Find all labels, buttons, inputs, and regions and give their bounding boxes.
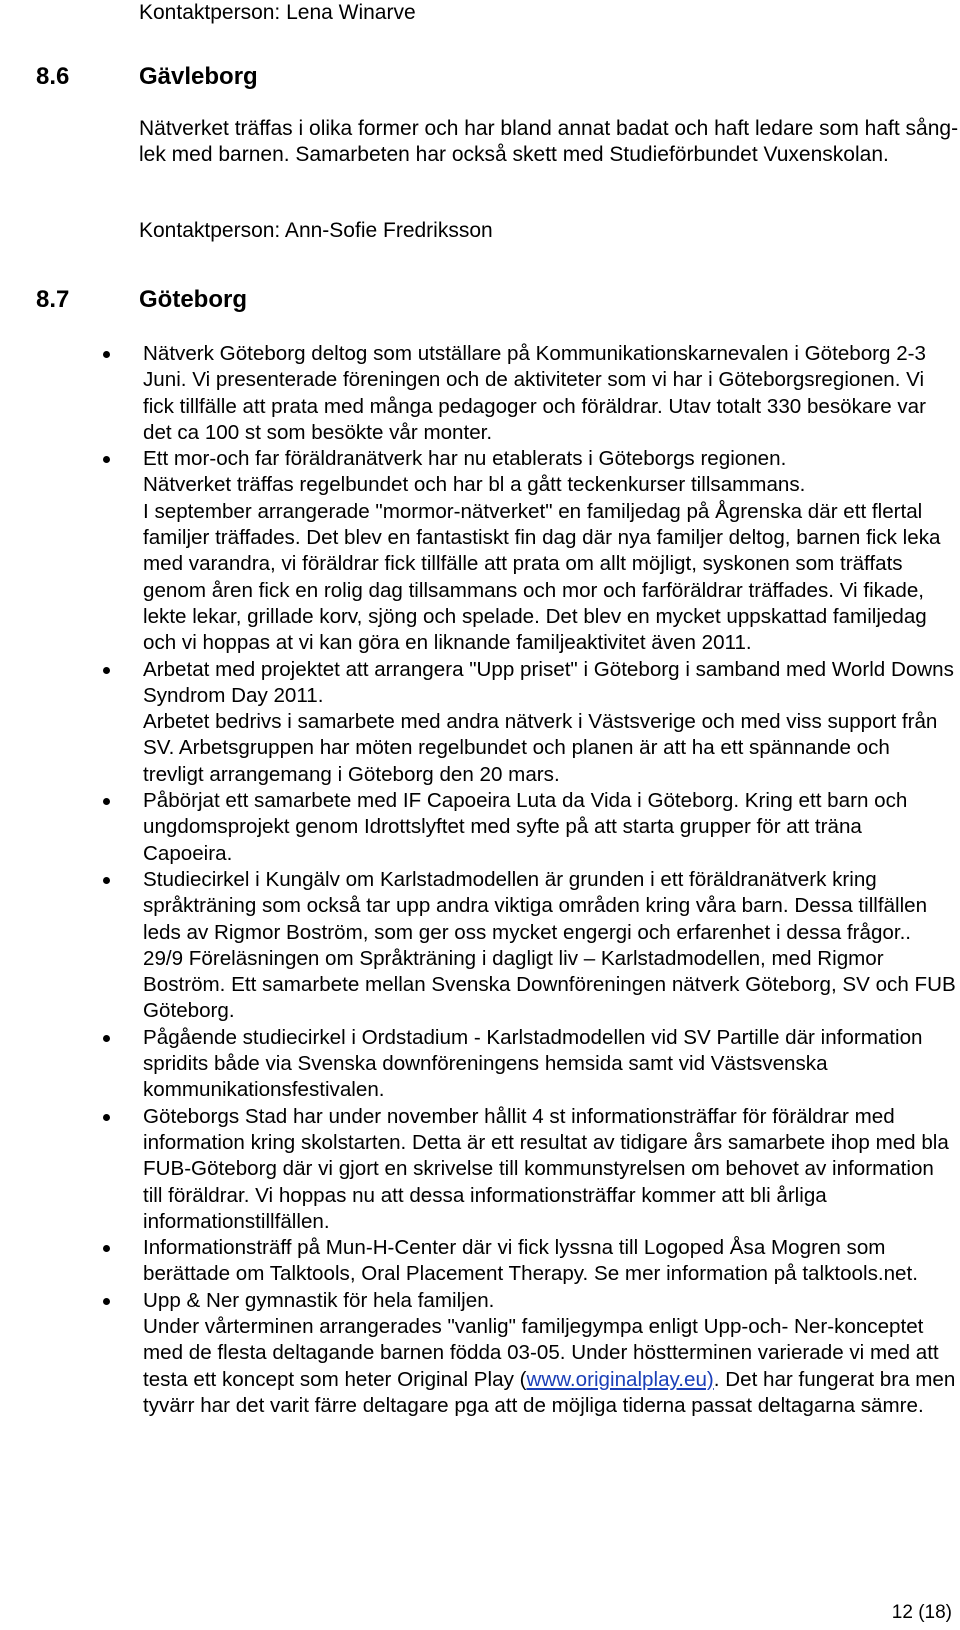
goteborg-bullet-list [0,341,960,1419]
list-item [0,1104,960,1235]
list-item-text: Nätverket träffas regelbundet och har bl a gått teckenkurser tillsammans. [143,473,806,497]
list-item [0,1025,960,1104]
list-item-text: Ett mor-och far föräldranätverk har nu etablerats i Göteborgs regionen. [143,447,787,471]
bullet-icon [103,877,110,884]
list-item [0,1288,960,1419]
bullet-icon [103,1035,110,1042]
gymnastics-text-end: . Det har fungerat bra men tyvärr har det varit färre deltagare pga att de möjliga tiderna passat deltagarna sämre. [143,1367,956,1417]
list-item [0,788,960,867]
list-item [0,657,960,788]
list-item-text: I september arrangerade "mormor-nätverket" en familjedag på Ågrenska där ett flertal familjer träffades. Det blev en fantastiskt fin dag där nya familjer deltog, barnen fick leka med varandra, vi föräldrar fick tillfälle att prata om allt möjligt, syskonen som träffats genom åren fick en rolig dag tillsammans och mor och farföräldrar träffades. Vi fikade, lekte lekar, grillade korv, sjöng och spelade. Det blev en mycket uppskattad familjedag och vi hoppas at vi kan göra en liknande familjeaktivitet även 2011. [143,499,941,655]
list-item-text: Studiecirkel i Kungälv om Karlstadmodellen är grunden i ett föräldranätverk kring språkträning som också tar upp andra viktiga områden kring våra barn. Dessa tillfällen leds av Rigmor Boström, som ger oss mycket engergi och erfarenhet i dessa frågor.. 29/9 Föreläsningen om Språkträning i dagligt liv – Karlstadmodellen, med Rigmor Boström. Ett samarbete mellan Svenska Downföreningen nätverk Göteborg, SV och FUB Göteborg. [143,867,956,1023]
list-item-text: Nätverk Göteborg deltog som utställare på Kommunikationskarnevalen i Göteborg 2-3 Juni. Vi presenterade föreningen och de aktiviteter som vi har i Göteborgsregionen. Vi fick tillfälle att prata med många pedagoger och föräldrar. Utav totalt 330 besökare var det ca 100 st som besökte vår monter. [143,342,926,444]
list-item [0,446,960,656]
bullet-icon [103,456,110,463]
bullet-icon [103,1245,110,1252]
list-item-text: Pågående studiecirkel i Ordstadium - Karlstadmodellen vid SV Partille där information spridits både via Svenska downföreningens hemsida samt vid Västsvenska kommunikationsfestivalen. [143,1025,923,1102]
bullet-icon [103,1114,110,1121]
list-item [0,867,960,1025]
originalplay-link[interactable]: www.originalplay.eu) [526,1367,714,1391]
bullet-icon [103,351,110,358]
bullet-icon [103,1298,110,1305]
list-item-text: Informationsträff på Mun-H-Center där vi fick lyssna till Logoped Åsa Mogren som berättade om Talktools, Oral Placement Therapy. Se mer information på talktools.net. [143,1236,918,1286]
section-8-6-contact: Kontaktperson: Ann-Sofie Fredriksson [139,219,493,242]
section-8-7-title: Göteborg [139,286,247,313]
list-item-text [143,1314,956,1419]
section-8-6-paragraph: Nätverket träffas i olika former och har bland annat badat och haft ledare som haft sång-lek med barnen. Samarbeten har också skett med Studieförbundet Vuxenskolan. [139,117,959,166]
section-8-6-number: 8.6 [36,63,70,90]
gymnastics-text: Under vårterminen arrangerades "vanlig" familjegympa enligt Upp-och- Ner-konceptet med de flesta deltagande barnen födda 03-05. Under höstterminen varierade vi med att testa ett koncept som heter Original Play ( [143,1314,939,1391]
list-item [0,341,960,446]
list-item [0,1235,960,1288]
list-item-text: Påbörjat ett samarbete med IF Capoeira Luta da Vida i Göteborg. Kring ett barn och ungdomsprojekt genom Idrottslyftet med syfte på att starta grupper för att träna Capoeira. [143,789,908,865]
section-8-7-number: 8.7 [36,286,70,313]
page-number: 12 (18) [891,1602,952,1623]
top-contact: Kontaktperson: Lena Winarve [139,1,416,24]
list-item-text: Göteborgs Stad har under november hållit 4 st informationsträffar för föräldrar med information kring skolstarten. Detta är ett resultat av tidigare års samarbete ihop med bla FUB-Göteborg där vi gjort en skrivelse till kommunstyrelsen om behovet av information till föräldrar. Vi hoppas nu att dessa informationsträffar kommer att bli årliga informationstillfällen. [143,1104,949,1233]
list-item-text: Arbetat med projektet att arrangera "Upp priset" i Göteborg i samband med World Downs Syndrom Day 2011. [143,657,954,707]
list-item-text: Arbetet bedrivs i samarbete med andra nätverk i Västsverige och med viss support från SV. Arbetsgruppen har möten regelbundet och planen är att ha ett spännande och trevligt arrangemang i Göteborg den 20 mars. [143,710,938,786]
bullet-icon [103,798,110,805]
bullet-icon [103,667,110,674]
section-8-6-title: Gävleborg [139,63,258,90]
list-item-text: Upp & Ner gymnastik för hela familjen. [143,1288,495,1312]
